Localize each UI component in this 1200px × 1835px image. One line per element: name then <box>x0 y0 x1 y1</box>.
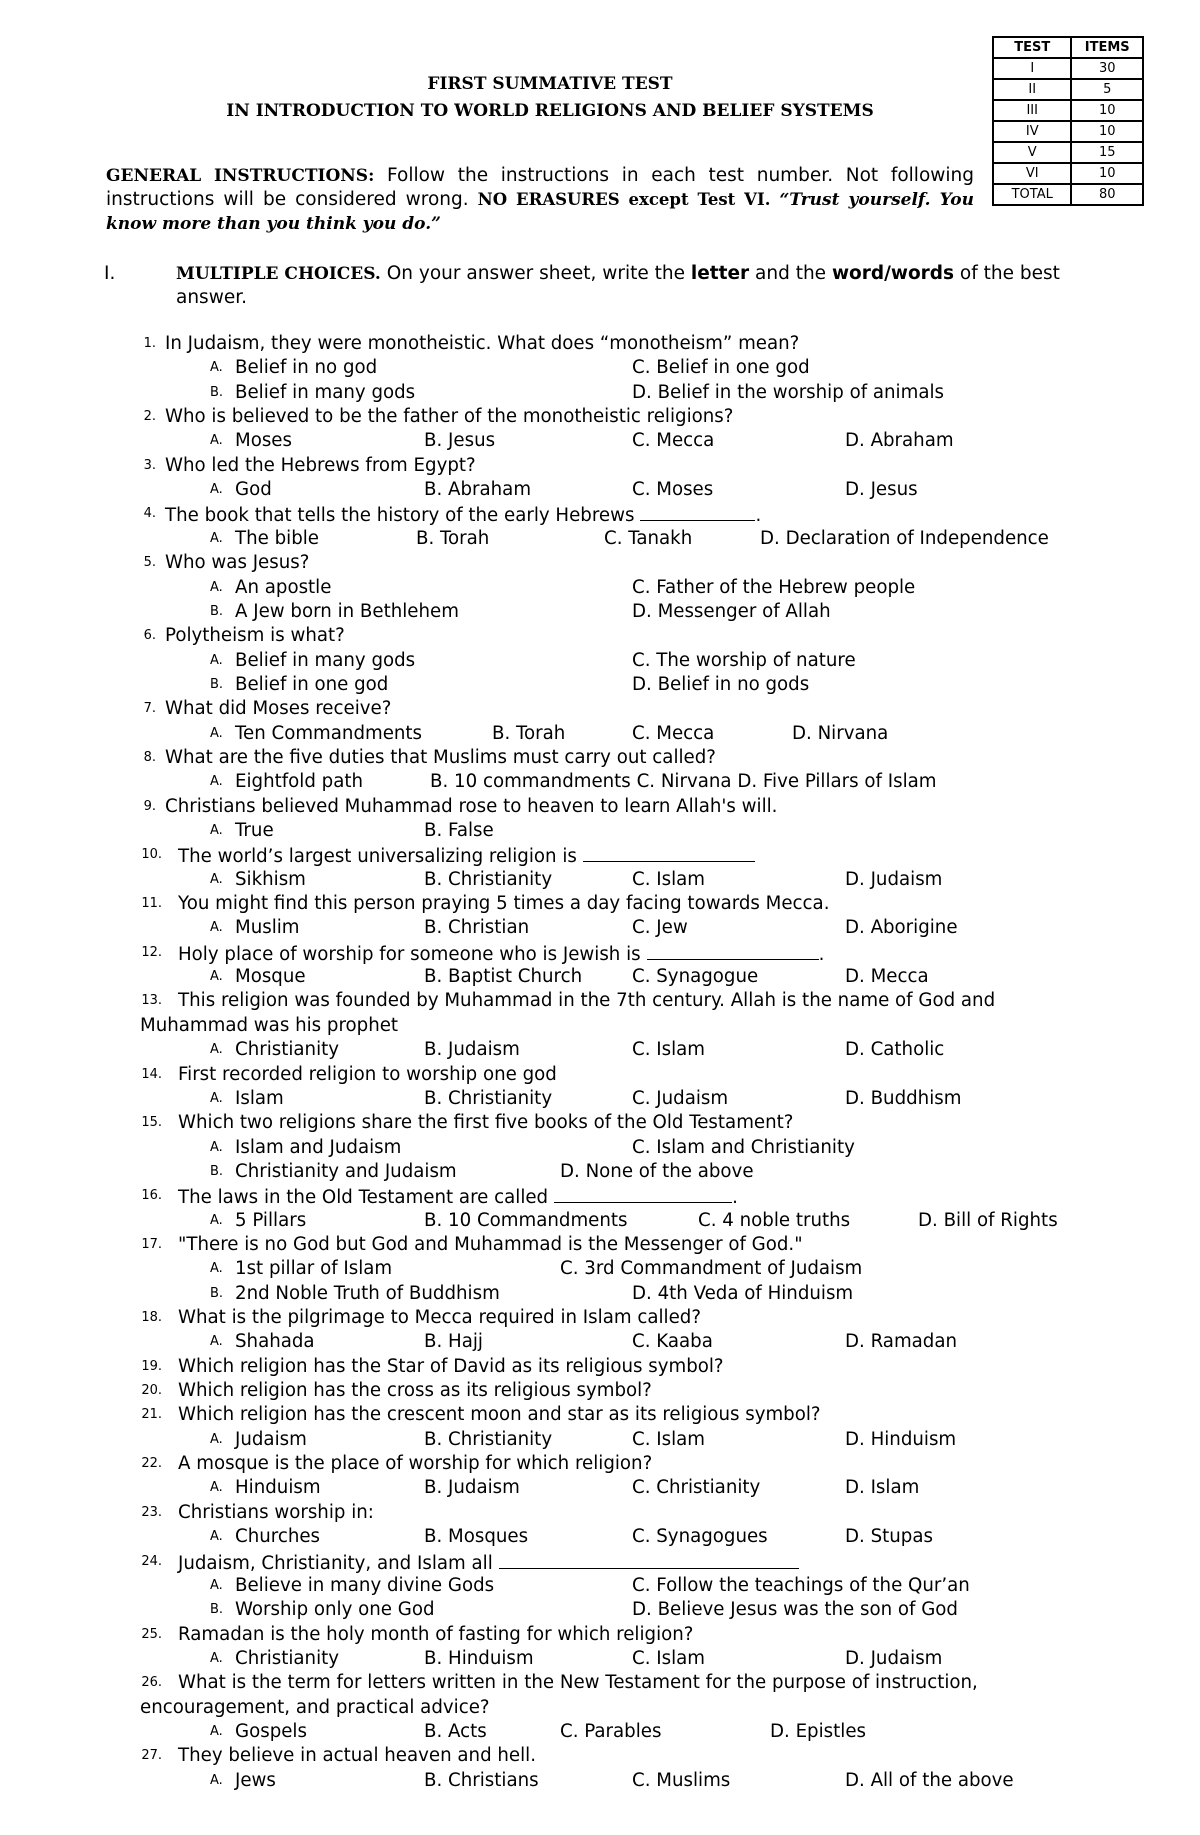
question-number: 11. <box>141 896 162 912</box>
question-text <box>178 1550 799 1576</box>
section-title: MULTIPLE CHOICES. <box>176 264 381 284</box>
answer-option: B. Jesus <box>424 430 496 452</box>
question-number: 19. <box>141 1358 162 1374</box>
answer-option: D. Ramadan <box>845 1331 958 1353</box>
answer-option: C. Judaism <box>632 1087 729 1109</box>
instructions-label: GENERAL INSTRUCTIONS: <box>106 166 375 186</box>
question-number: 27. <box>141 1748 162 1764</box>
question-number: 13. <box>141 993 162 1009</box>
question-stem: Which two religions share the first five books of the Old Testament? <box>178 1112 794 1134</box>
option-letter: A. <box>210 1480 223 1496</box>
question-text <box>178 1744 536 1768</box>
blank-period: . <box>818 943 825 965</box>
question-stem: The laws in the Old Testament are called <box>178 1187 549 1209</box>
option-letter: A. <box>210 360 223 376</box>
answer-option: B. False <box>424 820 494 841</box>
question-number: 15. <box>141 1115 162 1131</box>
question-stem: Holy place of worship for someone who is Jewish is <box>178 943 641 965</box>
answer-option: The bible <box>235 527 319 549</box>
question-stem: Christians worship in: <box>178 1501 374 1523</box>
option-letter: A. <box>210 1529 223 1545</box>
general-instructions <box>106 164 974 236</box>
answer-option: C. Belief in one god <box>632 357 810 379</box>
question-number: 14. <box>141 1066 162 1082</box>
test-cell: III <box>993 100 1071 121</box>
question-stem: Who was Jesus? <box>165 552 310 574</box>
test-cell: TOTAL <box>993 184 1071 205</box>
instructions-text: Follow the instructions in each test number. Not following instructions will be considered wrong. <box>106 165 974 210</box>
question-stem: The world’s largest universalizing religion is <box>178 846 577 868</box>
answer-option: C. Islam and Christianity <box>632 1136 855 1158</box>
answer-option: B. Christianity <box>424 1428 553 1450</box>
answer-option: C. Christianity <box>632 1477 761 1499</box>
question-number: 25. <box>141 1626 162 1642</box>
answer-option: Christianity and Judaism <box>235 1160 457 1182</box>
option-letter: A. <box>210 482 223 498</box>
answer-blank <box>640 502 755 521</box>
answer-option: Belief in many gods <box>235 649 416 671</box>
question-stem: In Judaism, they were monotheistic. What does “monotheism” mean? <box>165 333 800 354</box>
answer-option: D. Epistles <box>770 1720 866 1742</box>
option-letter: A. <box>210 1723 223 1739</box>
option-letter: B. <box>210 384 224 400</box>
answer-option: C. Synagogue <box>632 966 759 988</box>
option-letter: A. <box>210 823 223 838</box>
answer-option: Sikhism <box>235 868 306 890</box>
answer-option: C. Kaaba <box>632 1331 713 1353</box>
answer-option: D. None of the above <box>560 1160 754 1182</box>
answer-option: C. The worship of nature <box>632 649 856 671</box>
answer-option: D. Belief in the worship of animals <box>632 381 944 403</box>
answer-option: D. Mecca <box>845 966 929 988</box>
answer-option: B. Christians <box>424 1769 539 1791</box>
answer-option: Muslim <box>235 917 300 939</box>
items-cell: 30 <box>1071 58 1143 79</box>
question-stem: You might find this person praying 5 times a day facing towards Mecca. <box>178 893 830 915</box>
question-text <box>165 795 777 819</box>
answer-option: Mosque <box>235 966 306 988</box>
question-number: 26. <box>141 1675 162 1691</box>
question-number: 18. <box>141 1310 162 1325</box>
answer-option: Christianity <box>235 1647 340 1669</box>
section-number: I. <box>104 263 116 284</box>
answer-option: Belief in one god <box>235 673 389 695</box>
question-text <box>178 1355 724 1379</box>
question-stem: Who is believed to be the father of the monotheistic religions? <box>165 406 734 428</box>
score-table-row <box>993 58 1143 79</box>
question-stem: First recorded religion to worship one god <box>178 1063 557 1085</box>
score-table-header-test: TEST <box>993 37 1071 58</box>
question-text <box>178 1452 652 1476</box>
question-text <box>178 843 755 869</box>
answer-option: Shahada <box>235 1331 315 1353</box>
option-letter: A. <box>210 1334 223 1350</box>
question-number: 3. <box>143 457 156 473</box>
question-text <box>165 405 733 429</box>
answer-option: D. Judaism <box>845 1647 943 1669</box>
score-table-row <box>993 163 1143 184</box>
question-stem: Christians believed Muhammad rose to heaven to learn Allah's will. <box>165 795 778 817</box>
answer-option: D. Declaration of Independence <box>760 527 1049 549</box>
answer-option: C. Jew <box>632 917 688 939</box>
option-letter: A. <box>210 1139 223 1155</box>
option-letter: A. <box>210 871 223 887</box>
option-letter: B. <box>210 603 224 619</box>
answer-option: Belief in no god <box>235 357 378 379</box>
question-number: 5. <box>143 555 156 571</box>
score-table-row <box>993 100 1143 121</box>
items-cell: 80 <box>1071 184 1143 205</box>
question-stem: This religion was founded by Muhammad in the 7th century. Allah is the name of God and <box>178 990 996 1012</box>
answer-option: B. Acts <box>424 1720 487 1742</box>
question-number: 24. <box>141 1553 162 1569</box>
answer-option: C. Islam <box>632 1647 706 1669</box>
items-cell: 10 <box>1071 121 1143 142</box>
question-stem: What are the five duties that Muslims must carry out called? <box>165 746 716 768</box>
answer-option: C. 3rd Commandment of Judaism <box>560 1258 863 1280</box>
question-text-continued: encouragement, and practical advice? <box>140 1696 490 1718</box>
answer-blank <box>499 1550 799 1569</box>
question-stem: The book that tells the history of the early Hebrews <box>165 505 635 527</box>
option-letter: A. <box>210 1577 223 1593</box>
answer-option: B. Christianity <box>424 868 553 890</box>
question-text <box>178 1403 821 1427</box>
question-text <box>178 1671 978 1695</box>
test-cell: I <box>993 58 1071 79</box>
answer-option: B. Judaism <box>424 1477 520 1499</box>
question-number: 8. <box>143 749 156 765</box>
answer-option: C. Father of the Hebrew people <box>632 576 916 598</box>
question-text <box>178 989 995 1013</box>
question-text <box>165 332 799 356</box>
answer-option: C. Tanakh <box>604 527 693 549</box>
answer-option: C. Synagogues <box>632 1526 768 1548</box>
score-table-header-items: ITEMS <box>1071 37 1143 58</box>
question-text <box>178 1623 693 1647</box>
question-text-continued: Muhammad was his prophet <box>140 1014 399 1036</box>
answer-option: D. 4th Veda of Hinduism <box>632 1282 854 1304</box>
blank-period: . <box>755 505 762 527</box>
option-letter: B. <box>210 676 224 692</box>
option-letter: A. <box>210 1431 223 1447</box>
answer-option: B. Hajj <box>424 1331 483 1353</box>
answer-option: B. Abraham <box>424 479 532 501</box>
no-erasures-note: NO ERASURES except Test VI. <box>477 190 771 209</box>
question-number: 2. <box>143 409 156 425</box>
question-text <box>165 624 345 648</box>
score-table-header <box>993 37 1143 58</box>
test-subtitle: IN INTRODUCTION TO WORLD RELIGIONS AND BELIEF SYSTEMS <box>226 101 874 121</box>
option-letter: A. <box>210 579 223 595</box>
question-number: 17. <box>141 1236 162 1252</box>
answer-option: D. Belief in no gods <box>632 673 810 695</box>
answer-option: D. All of the above <box>845 1769 1014 1791</box>
section-text: On your answer sheet, write the <box>380 263 691 284</box>
answer-option: C. Follow the teachings of the Qur’an <box>632 1574 970 1596</box>
option-letter: A. <box>210 1772 223 1788</box>
answer-option: Ten Commandments <box>235 722 423 744</box>
question-stem: What is the term for letters written in the New Testament for the purpose of instruction, <box>178 1672 978 1694</box>
section-bold-words: word/words <box>831 263 955 284</box>
question-number: 9. <box>143 798 156 814</box>
answer-option: Islam <box>235 1087 284 1109</box>
answer-option: Islam and Judaism <box>235 1136 402 1158</box>
test-cell: VI <box>993 163 1071 184</box>
answer-option: 2nd Noble Truth of Buddhism <box>235 1282 500 1304</box>
answer-blank <box>554 1184 732 1203</box>
answer-option: C. Parables <box>560 1720 662 1742</box>
section-bold-letter: letter <box>690 263 750 284</box>
items-cell: 10 <box>1071 163 1143 184</box>
question-stem: What did Moses receive? <box>165 698 392 720</box>
answer-option: Jews <box>235 1769 276 1791</box>
question-number: 7. <box>143 701 156 717</box>
answer-option: Hinduism <box>235 1477 321 1499</box>
option-letter: A. <box>210 725 223 741</box>
items-cell: 5 <box>1071 79 1143 100</box>
question-number: 23. <box>141 1504 162 1520</box>
answer-option: D. Hinduism <box>845 1428 957 1450</box>
answer-option: B. Torah <box>492 722 566 744</box>
answer-option: B. Mosques <box>424 1526 529 1548</box>
answer-option: Gospels <box>235 1720 307 1742</box>
answer-option: C. Islam <box>632 868 706 890</box>
answer-option: 1st pillar of Islam <box>235 1258 393 1280</box>
score-table-row <box>993 142 1143 163</box>
answer-option: D. Judaism <box>845 868 943 890</box>
question-stem: They believe in actual heaven and hell. <box>178 1745 537 1767</box>
blank-period: . <box>732 1187 738 1209</box>
question-stem: Who led the Hebrews from Egypt? <box>165 454 476 476</box>
option-letter: A. <box>210 652 223 668</box>
answer-option: Worship only one God <box>235 1599 435 1621</box>
question-number: 1. <box>143 336 156 351</box>
answer-option: Believe in many divine Gods <box>235 1574 495 1596</box>
answer-option: C. Muslims <box>632 1769 731 1791</box>
test-cell: V <box>993 142 1071 163</box>
answer-option: 5 Pillars <box>235 1209 307 1231</box>
option-letter: A. <box>210 1042 223 1058</box>
option-letter: A. <box>210 920 223 936</box>
question-stem: "There is no God but God and Muhammad is the Messenger of God." <box>178 1233 803 1255</box>
question-number: 6. <box>143 628 156 644</box>
answer-option: An apostle <box>235 576 332 598</box>
question-number: 10. <box>141 847 162 863</box>
answer-option: A Jew born in Bethlehem <box>235 600 459 622</box>
score-table-row-total <box>993 184 1143 205</box>
question-stem: Which religion has the Star of David as its religious symbol? <box>178 1355 724 1377</box>
question-text <box>178 941 824 967</box>
question-stem: Polytheism is what? <box>165 625 345 647</box>
answer-option: B. Baptist Church <box>424 966 583 988</box>
question-number: 4. <box>143 506 156 522</box>
option-letter: B. <box>210 1285 224 1301</box>
answer-option: D. Jesus <box>845 479 918 501</box>
answer-option: B. Torah <box>416 527 490 549</box>
question-text <box>178 892 829 916</box>
answer-option: C. Moses <box>632 479 714 501</box>
question-text <box>178 1063 557 1087</box>
test-cell: II <box>993 79 1071 100</box>
section-text: and the <box>749 263 832 284</box>
answer-option: Christianity <box>235 1039 340 1061</box>
question-stem: Judaism, Christianity, and Islam all <box>178 1552 493 1574</box>
option-letter: A. <box>210 433 223 449</box>
answer-option: B. Hinduism <box>424 1647 534 1669</box>
answer-option: Churches <box>235 1526 321 1548</box>
answer-option: Eightfold path <box>235 771 364 793</box>
section-instructions <box>176 262 1096 310</box>
question-number: 21. <box>141 1407 162 1423</box>
answer-option: B. Christianity <box>424 1087 553 1109</box>
option-letter: A. <box>210 1261 223 1277</box>
answer-option: D. Islam <box>845 1477 920 1499</box>
answer-option: Judaism <box>235 1428 307 1450</box>
motivational-quote: “Trust yourself. You know more than you think you do.” <box>106 190 974 234</box>
option-letter: B. <box>210 1163 224 1179</box>
score-table <box>992 36 1144 206</box>
question-text <box>178 1306 701 1330</box>
test-title: FIRST SUMMATIVE TEST <box>427 74 673 94</box>
question-stem: A mosque is the place of worship for which religion? <box>178 1453 653 1475</box>
question-text <box>165 454 476 478</box>
score-table-row <box>993 121 1143 142</box>
answer-option: D. Aborigine <box>845 917 958 939</box>
answer-option: Moses <box>235 430 292 452</box>
question-text <box>178 1501 374 1525</box>
question-number: 20. <box>141 1383 162 1399</box>
option-letter: A. <box>210 1650 223 1666</box>
items-cell: 10 <box>1071 100 1143 121</box>
answer-option: D. Bill of Rights <box>918 1209 1058 1231</box>
answer-blank <box>647 941 819 960</box>
section-text: of the best answer. <box>176 263 1060 308</box>
question-text <box>165 551 309 575</box>
answer-option: C. Mecca <box>632 430 715 452</box>
answer-option: Belief in many gods <box>235 381 416 403</box>
option-letter: A. <box>210 1212 223 1228</box>
answer-option: B. 10 commandments C. Nirvana D. Five Pillars of Islam <box>430 771 937 793</box>
answer-option: D. Believe Jesus was the son of God <box>632 1599 958 1621</box>
question-text <box>178 1233 803 1257</box>
answer-option: D. Buddhism <box>845 1087 962 1109</box>
answer-option: D. Abraham <box>845 430 954 452</box>
question-text <box>165 697 391 721</box>
option-letter: B. <box>210 1602 224 1618</box>
score-table-row <box>993 79 1143 100</box>
answer-option: God <box>235 479 272 501</box>
question-number: 12. <box>141 944 162 960</box>
question-text <box>178 1379 652 1403</box>
question-stem: What is the pilgrimage to Mecca required in Islam called? <box>178 1307 701 1328</box>
answer-option: B. 10 Commandments <box>424 1209 628 1231</box>
answer-option: D. Stupas <box>845 1526 933 1548</box>
answer-option: D. Catholic <box>845 1039 945 1061</box>
answer-option: C. Islam <box>632 1428 706 1450</box>
question-stem: Ramadan is the holy month of fasting for which religion? <box>178 1623 694 1645</box>
items-cell: 15 <box>1071 142 1143 163</box>
answer-option: D. Nirvana <box>792 722 889 744</box>
test-cell: IV <box>993 121 1071 142</box>
option-letter: A. <box>210 969 223 985</box>
answer-option: C. Islam <box>632 1039 706 1061</box>
answer-option: C. 4 noble truths <box>698 1209 851 1231</box>
question-text <box>178 1184 738 1210</box>
answer-blank <box>583 843 755 862</box>
answer-option: B. Christian <box>424 917 530 939</box>
question-text <box>165 746 716 770</box>
question-number: 22. <box>141 1456 162 1472</box>
question-number: 16. <box>141 1188 162 1204</box>
question-text <box>178 1111 793 1135</box>
answer-option: D. Messenger of Allah <box>632 600 831 622</box>
option-letter: A. <box>210 1090 223 1106</box>
question-text <box>165 502 761 528</box>
question-stem: Which religion has the crescent moon and star as its religious symbol? <box>178 1404 821 1426</box>
option-letter: A. <box>210 530 223 546</box>
question-stem: Which religion has the cross as its religious symbol? <box>178 1380 652 1402</box>
option-letter: A. <box>210 774 223 790</box>
answer-option: C. Mecca <box>632 722 715 744</box>
answer-option: B. Judaism <box>424 1039 520 1061</box>
answer-option: True <box>235 820 274 841</box>
